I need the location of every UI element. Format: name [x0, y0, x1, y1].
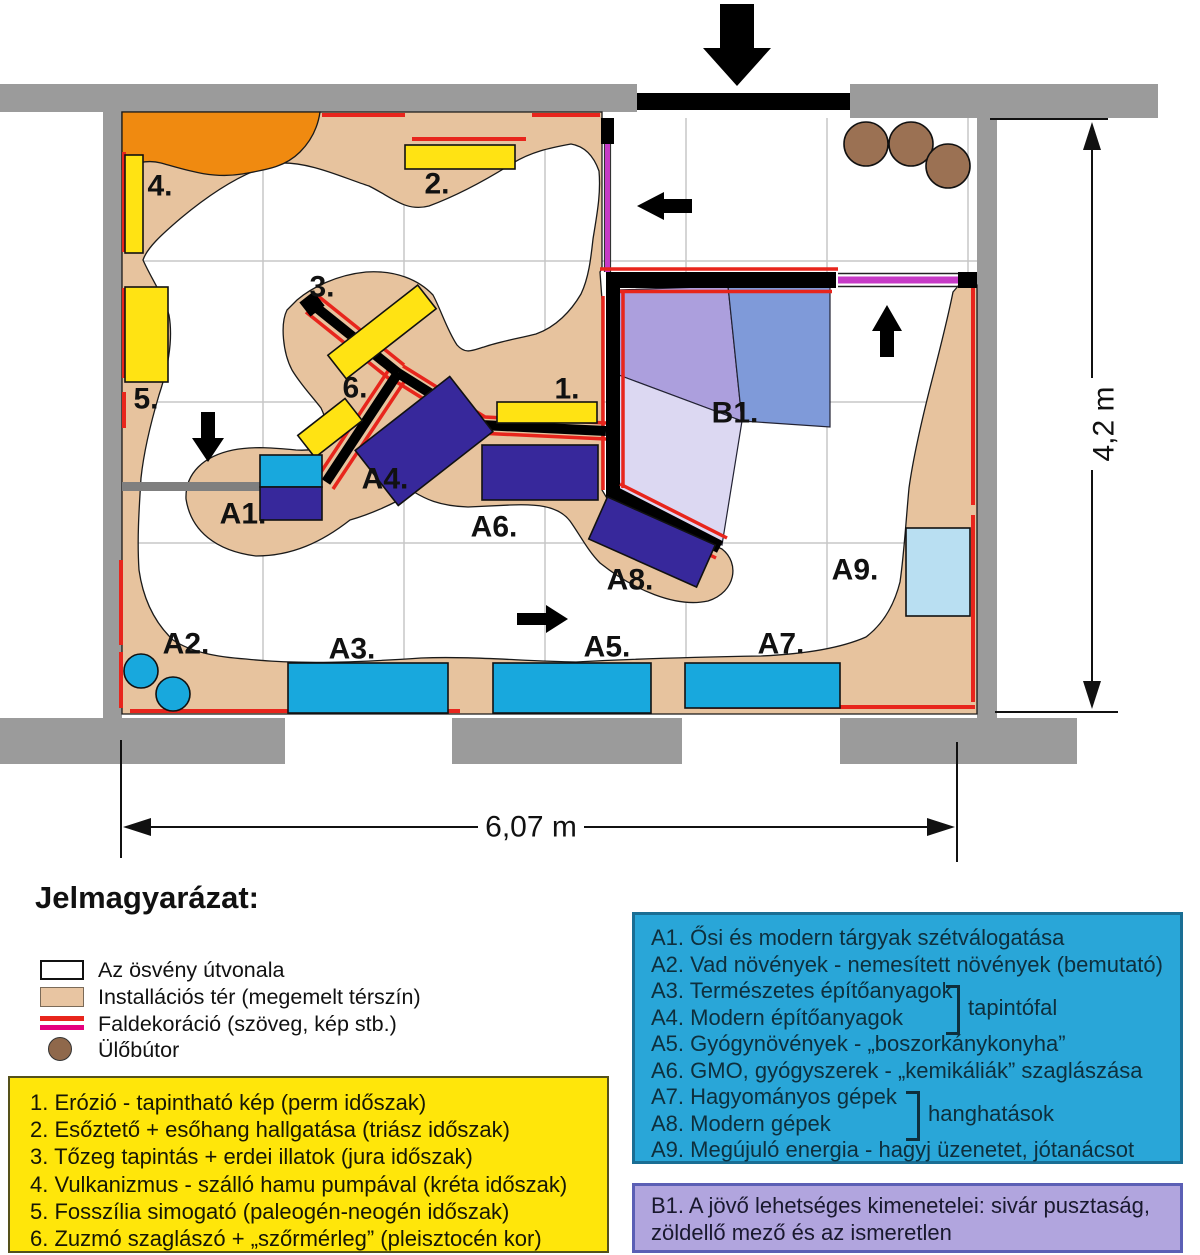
- wall-right: [977, 118, 997, 718]
- wall-decor-swatch-icon: [40, 1025, 84, 1030]
- exhibit-a1-cyan: [260, 455, 322, 487]
- exhibit-a9: [906, 528, 970, 616]
- label-area-a3: A3.: [328, 632, 376, 666]
- divider-door: [601, 118, 614, 272]
- label-area-a9: A9.: [831, 553, 879, 587]
- label-station-2: 2.: [424, 167, 450, 201]
- areas-list-box: [632, 912, 1183, 1164]
- exhibit-a2-circle-2: [156, 677, 190, 711]
- wall-decor-swatch-icon: [40, 1016, 84, 1021]
- bench-a3: [288, 663, 448, 713]
- area-list-item: A2. Vad növények - nemesített növények (bemutató): [651, 951, 1163, 977]
- installation-swatch-icon: [40, 987, 84, 1007]
- dimension-height-label: 4,2 m: [1087, 386, 1121, 462]
- label-station-1: 1.: [554, 372, 580, 406]
- exhibit-5: [125, 287, 168, 382]
- bracket-label-hanghatasok: hanghatások: [928, 1101, 1054, 1126]
- area-list-item: A6. GMO, gyógyszerek - „kemikáliák” szaglászása: [651, 1057, 1143, 1083]
- exhibit-a6: [482, 445, 598, 500]
- wall-bottom-1: [0, 718, 285, 764]
- handrail: [122, 482, 260, 491]
- label-area-a7: A7.: [757, 627, 805, 661]
- exhibit-1: [497, 402, 597, 423]
- exhibit-2: [405, 145, 515, 169]
- label-area-a1: A1.: [219, 497, 267, 531]
- entry-arrow-down-icon: [703, 4, 771, 86]
- corridor-arrow-left-icon: [637, 192, 692, 220]
- label-area-a2: A2.: [162, 627, 210, 661]
- b1-arrow-up-icon: [872, 305, 902, 357]
- station-list-item: 2. Esőztető + esőhang hallgatása (triász időszak): [30, 1117, 510, 1143]
- future-box-text: B1. A jövő lehetséges kimenetelei: sivár pusztaság, zöldellő mező és az ismeretlen: [651, 1193, 1150, 1245]
- wall-top-right: [850, 84, 1158, 118]
- area-list-item: A7. Hagyományos gépek: [651, 1084, 897, 1109]
- label-station-5: 5.: [133, 382, 159, 416]
- station-list-item: 6. Zuzmó szaglászó + „szőrmérleg” (pleisztocén kor): [30, 1226, 542, 1252]
- area-list-item: A8. Modern gépek: [651, 1110, 831, 1136]
- exhibit-4: [125, 155, 143, 253]
- legend-item-label: Faldekoráció (szöveg, kép stb.): [98, 1012, 397, 1036]
- legend-item-label: Ülőbútor: [98, 1038, 180, 1062]
- seat-1: [844, 122, 888, 166]
- station-list-item: 4. Vulkanizmus - szálló hamu pumpával (kréta időszak): [30, 1171, 568, 1197]
- stations-list-box: [8, 1076, 609, 1253]
- b1-door: [838, 272, 977, 288]
- entrance-bar: [637, 93, 850, 110]
- area-list-item: A5. Gyógynövények - „boszorkánykonyha”: [651, 1031, 1066, 1056]
- label-area-a6: A6.: [470, 510, 518, 544]
- bench-a5: [493, 663, 651, 713]
- area-list-item: A4. Modern építőanyagok: [651, 1004, 903, 1030]
- room-arrow-right-icon: [517, 605, 568, 633]
- wall-bottom-2: [452, 718, 682, 764]
- label-station-3: 3.: [309, 270, 335, 304]
- label-area-b1: B1.: [711, 396, 759, 430]
- bracket-tapintofal-icon: [946, 985, 960, 1035]
- bench-a7: [685, 663, 840, 708]
- label-station-4: 4.: [147, 169, 173, 203]
- path-swatch-icon: [40, 960, 84, 980]
- label-station-6: 6.: [342, 371, 368, 405]
- legend-item-label: Installációs tér (megemelt térszín): [98, 985, 421, 1009]
- future-box: [632, 1183, 1183, 1253]
- station-list-item: 3. Tőzeg tapintás + erdei illatok (jura időszak): [30, 1144, 473, 1170]
- label-area-a8: A8.: [606, 563, 654, 597]
- bracket-hanghatasok-icon: [906, 1091, 920, 1141]
- label-area-a5: A5.: [583, 630, 631, 664]
- wall-top-left: [0, 84, 637, 112]
- dimension-width-label: 6,07 m: [485, 810, 577, 844]
- area-list-item: A1. Ősi és modern tárgyak szétválogatása: [651, 925, 1065, 950]
- seat-3: [926, 144, 970, 188]
- wall-bottom-3: [840, 718, 1077, 764]
- legend-item-label: Az ösvény útvonala: [98, 958, 285, 982]
- label-area-a4: A4.: [361, 462, 409, 496]
- legend-title: Jelmagyarázat:: [35, 880, 260, 915]
- dimension-height: [990, 119, 1121, 712]
- area-list-item: A9. Megújuló energia - hagyj üzenetet, jótanácsot: [651, 1137, 1135, 1162]
- station-list-item: 5. Fosszília simogató (paleogén-neogén időszak): [30, 1198, 510, 1224]
- bracket-label-tapintofal: tapintófal: [968, 995, 1058, 1020]
- area-list-item: A3. Természetes építőanyagok: [651, 978, 953, 1003]
- seating-swatch-icon: [48, 1037, 72, 1061]
- exhibit-a1-blue: [260, 487, 322, 520]
- exhibit-a2-circle-1: [124, 654, 158, 688]
- station-list-item: 1. Erózió - tapintható kép (perm időszak): [30, 1090, 427, 1115]
